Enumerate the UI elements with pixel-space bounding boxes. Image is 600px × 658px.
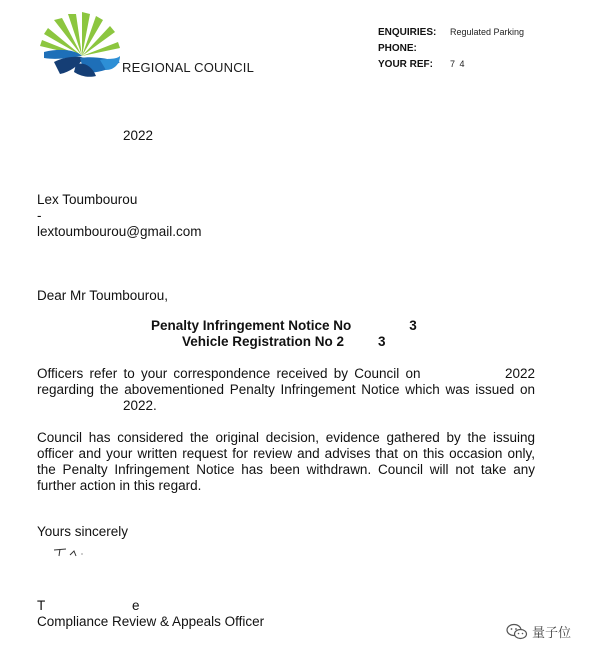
recipient-line2: -	[37, 208, 42, 223]
signatory-end: e	[132, 598, 140, 613]
paragraph-1-line-2: regarding the abovementioned Penalty Infringement Notice which was issued on	[37, 382, 535, 397]
phone-row	[378, 40, 524, 56]
sunburst-logo-icon	[40, 12, 122, 82]
para1-text-b: 2022	[504, 366, 535, 381]
wechat-icon	[506, 623, 528, 641]
signatory-title: Compliance Review & Appeals Officer	[37, 614, 265, 629]
subject-vehicle-label: Vehicle Registration No 2	[182, 334, 345, 349]
council-name: REGIONAL COUNCIL	[122, 60, 255, 75]
enquiries-value: Regulated Parking	[450, 27, 525, 37]
paragraph-2-line-2: officer and your written request for review and advises that on this occasion only,	[37, 446, 535, 461]
signature-mark	[52, 546, 96, 560]
subject-line-2	[182, 334, 386, 349]
header-meta	[378, 24, 524, 72]
letter-date: 2022	[123, 128, 154, 143]
signatory-initial: T	[37, 598, 46, 613]
paragraph-1	[37, 366, 535, 414]
ref-row	[378, 56, 524, 72]
paragraph-2-line-4: further action in this regard.	[37, 478, 202, 493]
closing: Yours sincerely	[37, 524, 129, 539]
para1-text-a: Officers refer to your correspondence received by Council on	[37, 366, 421, 381]
enquiries-label: ENQUIRIES:	[378, 26, 437, 38]
paragraph-1-line-1	[37, 366, 535, 382]
recipient-email: lextoumbourou@gmail.com	[37, 224, 202, 239]
subject-notice-label: Penalty Infringement Notice No	[151, 318, 352, 333]
watermark-text: 量子位	[532, 625, 572, 640]
paragraph-2-line-1: Council has considered the original decision, evidence gathered by the issuing	[37, 430, 535, 445]
subject-line-1	[151, 318, 417, 333]
watermark	[506, 622, 571, 641]
ref-value: 7​ 4	[450, 59, 466, 69]
ref-label: YOUR REF:	[378, 58, 433, 70]
subject-vehicle-number: 3	[378, 334, 386, 349]
paragraph-2-line-3: the Penalty Infringement Notice has been withdrawn. Council will not take any	[37, 462, 535, 477]
recipient-name: Lex Toumbourou	[37, 192, 138, 207]
phone-label: PHONE:	[378, 42, 417, 54]
paragraph-1-line-3: 2022.	[123, 398, 157, 413]
paragraph-2	[37, 430, 535, 494]
subject-notice-number: 3	[409, 318, 417, 333]
council-logo	[40, 12, 255, 82]
salutation: Dear Mr Toumbourou,	[37, 288, 169, 303]
enquiries-row	[378, 24, 524, 40]
